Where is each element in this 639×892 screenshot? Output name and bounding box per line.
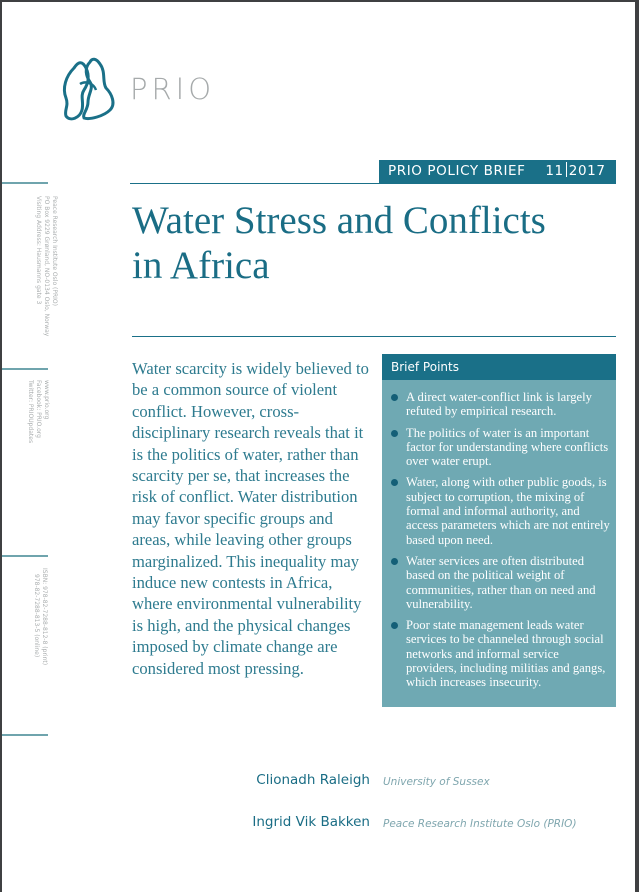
author-name: Clionadh Raleigh — [256, 772, 370, 788]
brief-point: The politics of water is an important factor for understanding where conflicts over water erupt. — [406, 426, 610, 469]
brief-point: Water, along with other public goods, is subject to corruption, the mixing of formal and informal authority, and access parameters which are not entirely based upon need. — [406, 475, 610, 546]
page-title: Water Stress and Conflicts in Africa — [132, 199, 546, 287]
brief-points-box — [382, 354, 616, 707]
sidebar-divider — [2, 555, 48, 557]
issue-number: 11 — [545, 163, 564, 179]
bullet-icon — [391, 430, 398, 437]
prio-figures-icon — [60, 54, 128, 124]
facebook-link[interactable]: Facebook: PRIO.org — [35, 380, 42, 438]
prio-logo — [60, 54, 220, 126]
banner-rule — [130, 183, 616, 184]
bullet-icon — [391, 622, 398, 629]
author-name: Ingrid Vik Bakken — [252, 814, 370, 830]
brief-points-list — [382, 380, 616, 690]
sidebar-address: Peace Research Institute Oslo (PRIO) PO Box 9229 Grønland, NO-0134 Oslo, Norway Visiting Address: Hausmanns gate 3 — [35, 196, 58, 337]
series-label: PRIO POLICY BRIEF — [388, 163, 526, 179]
author-affiliation: Peace Research Institute Oslo (PRIO) — [383, 818, 577, 830]
sidebar-web-links — [26, 380, 50, 443]
issue-separator — [566, 162, 567, 177]
brief-point: A direct water-conflict link is largely refuted by empirical research. — [406, 390, 610, 419]
sidebar-divider — [2, 734, 48, 736]
abstract-text: Water scarcity is widely believed to be a common source of violent conflict. However, cross-disciplinary research reveals that it is the politics of water, rather than scarcity per se, that increases the risk of conflict. Water distribution may favor specific groups and areas, while leaving other groups marginalized. This inequality may induce new contests in Africa, where environmental vulnerability is high, and the physical changes imposed by climate change are considered most pressing. — [132, 359, 369, 678]
brief-points-heading: Brief Points — [382, 354, 616, 380]
sidebar-divider — [2, 182, 48, 184]
sidebar-isbn: ISBN: 978-82-7288-812-8 (print) 978-82-7288-813-5 (online) — [33, 568, 48, 666]
logo-wordmark: PRIO — [130, 72, 216, 106]
series-banner — [379, 160, 616, 183]
twitter-link[interactable]: Twitter: PRIOUpdates — [27, 380, 34, 444]
sidebar-divider — [2, 368, 48, 370]
brief-point: Water services are often distributed based on the political weight of communities, rather than on need and vulnerability. — [406, 554, 610, 611]
bullet-icon — [391, 394, 398, 401]
bullet-icon — [391, 479, 398, 486]
title-rule — [132, 336, 616, 337]
policy-brief-page — [2, 2, 635, 892]
author-affiliation: University of Sussex — [383, 776, 490, 788]
brief-point: Poor state management leads water services to be channeled through social networks and informal service providers, including militias and gangs, which increases insecurity. — [406, 618, 610, 689]
bullet-icon — [391, 558, 398, 565]
issue-year: 2017 — [568, 163, 606, 179]
website-link[interactable]: www.prio.org — [43, 380, 50, 420]
